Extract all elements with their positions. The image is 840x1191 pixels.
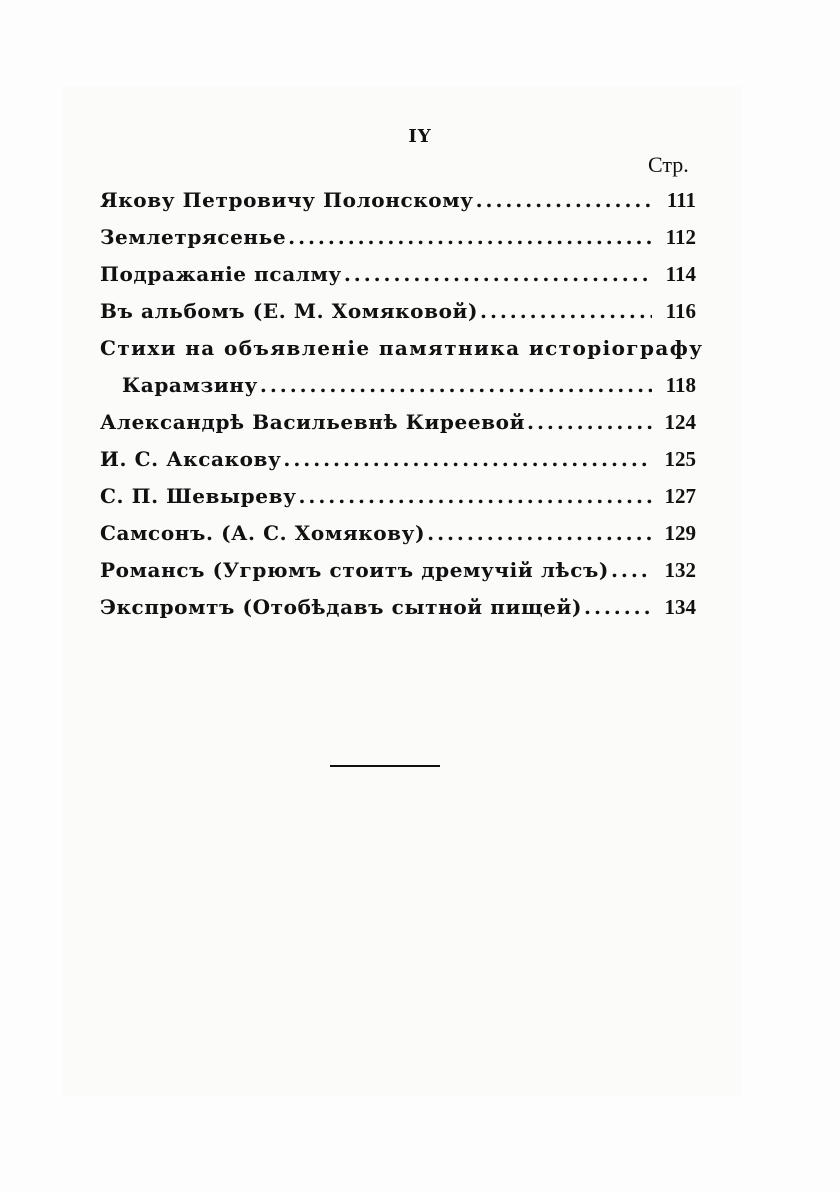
page-number: IY (408, 126, 432, 147)
toc-entry (100, 589, 696, 626)
toc-entry-title: С. П. Шевыреву (100, 484, 297, 508)
toc-entry (100, 330, 704, 367)
toc-entry-page: 127 (664, 484, 696, 508)
toc-entry-page: 111 (666, 188, 696, 212)
toc-entry (100, 478, 696, 515)
toc-entry (100, 182, 696, 219)
dot-leader (344, 256, 652, 293)
dot-leader (584, 589, 652, 626)
toc-entry-page: 132 (664, 558, 696, 582)
dot-leader (299, 478, 653, 515)
toc-entry-page: 124 (664, 410, 696, 434)
toc-entry-title: Карамзину (122, 373, 258, 397)
dot-leader (260, 367, 652, 404)
toc-entry (100, 256, 696, 293)
toc-entry-page: 118 (665, 373, 696, 397)
toc-entry (100, 367, 696, 404)
table-of-contents (100, 182, 704, 626)
end-rule-divider (330, 765, 440, 767)
toc-entry (100, 515, 696, 552)
toc-entry-title: Въ альбомъ (Е. М. Хомяковой) (100, 299, 479, 323)
toc-entry-page: 114 (665, 262, 696, 286)
dot-leader (476, 182, 652, 219)
dot-leader (283, 441, 652, 478)
toc-entry (100, 552, 696, 589)
toc-entry (100, 404, 696, 441)
toc-entry-title: Землетрясенье (100, 225, 287, 249)
toc-entry-title: Романсъ (Угрюмъ стоитъ дремучій лѣсъ) (100, 558, 609, 582)
toc-entry-title: И. С. Аксакову (100, 447, 282, 471)
toc-entry (100, 293, 696, 330)
toc-entry-title: Подражаніе псалму (100, 262, 342, 286)
toc-entry-title: Якову Петровичу Полонскому (100, 188, 474, 212)
toc-entry-page: 129 (664, 521, 696, 545)
toc-entry-page: 125 (664, 447, 696, 471)
toc-entry-title: Александрѣ Васильевнѣ Киреевой (100, 410, 526, 434)
dot-leader (427, 515, 652, 552)
dot-leader (288, 219, 652, 256)
dot-leader (611, 552, 652, 589)
toc-entry (100, 219, 696, 256)
page-column-header: Стр. (648, 152, 689, 177)
toc-entry-page: 116 (665, 299, 696, 323)
toc-entry (100, 441, 696, 478)
toc-entry-page: 112 (665, 225, 696, 249)
toc-entry-title: Самсонъ. (А. С. Хомякову) (100, 521, 426, 545)
toc-entry-page: 134 (664, 595, 696, 619)
dot-leader (527, 404, 652, 441)
dot-leader (480, 293, 652, 330)
toc-entry-title: Экспромтъ (Отобѣдавъ сытной пищей) (100, 595, 583, 619)
toc-entry-title: Стихи на объявленіе памятника исторіографу (100, 336, 704, 360)
